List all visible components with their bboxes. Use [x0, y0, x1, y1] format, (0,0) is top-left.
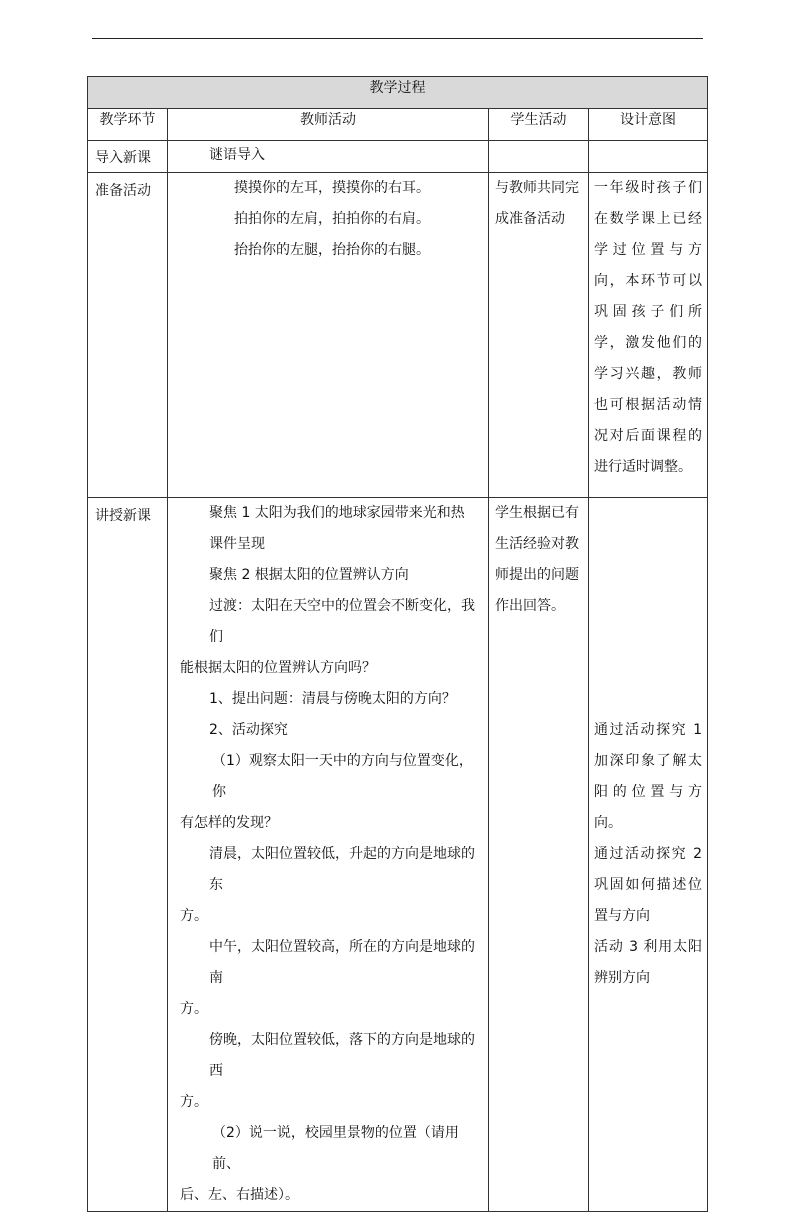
- teacher-line: 抬抬你的左腿，抬抬你的右腿。: [234, 242, 430, 258]
- teacher-line: 聚焦 1 太阳为我们的地球家园带来光和热: [209, 505, 465, 521]
- design-line: 学，激发他们的: [594, 335, 702, 351]
- teacher-activity-cell: [168, 141, 489, 173]
- student-activity-cell: [489, 498, 589, 1212]
- header-student-activity: 学生活动: [489, 109, 589, 141]
- teacher-line: 清晨，太阳位置较低，升起的方向是地球的东: [209, 846, 475, 893]
- design-line: 活动 3 利用太阳: [594, 939, 702, 955]
- teacher-line: 1、提出问题：清晨与傍晚太阳的方向？: [209, 691, 456, 707]
- teacher-line: 摸摸你的左耳，摸摸你的右耳。: [234, 180, 430, 196]
- teacher-line: 有怎样的发现？: [180, 815, 278, 831]
- teacher-line: 聚焦 2 根据太阳的位置辨认方向: [209, 567, 409, 583]
- student-activity-cell: [489, 141, 589, 173]
- table-title-row: [88, 77, 708, 109]
- teacher-line: 拍拍你的左肩，拍拍你的右肩。: [234, 211, 430, 227]
- design-intent-cell: [589, 141, 708, 173]
- header-stage: 教学环节: [88, 109, 168, 141]
- stage-cell: 准备活动: [88, 173, 168, 498]
- teacher-line: 谜语导入: [209, 147, 265, 163]
- table-row: [88, 141, 708, 173]
- header-rule: [92, 38, 703, 39]
- table-row: [88, 173, 708, 498]
- teacher-activity-cell: [168, 173, 489, 498]
- design-line: 通过活动探究 1: [594, 722, 702, 738]
- design-line: 也可根据活动情: [594, 397, 702, 413]
- student-activity-cell: [489, 173, 589, 498]
- design-line: 通过活动探究 2: [594, 846, 702, 862]
- header-teacher-activity: 教师活动: [168, 109, 489, 141]
- student-line: 成准备活动: [495, 211, 565, 227]
- design-line: 巩固孩子们所: [594, 304, 702, 320]
- teacher-activity-cell: [168, 498, 489, 1212]
- design-line: 况对后面课程的: [594, 428, 702, 444]
- student-line: 学生根据已有: [495, 505, 579, 521]
- student-line: 与教师共同完: [495, 180, 579, 196]
- student-line: 生活经验对教: [495, 536, 579, 552]
- teacher-line: 过渡：太阳在天空中的位置会不断变化，我们: [209, 598, 475, 645]
- teacher-line: 能根据太阳的位置辨认方向吗？: [180, 660, 376, 676]
- teacher-line: 傍晚，太阳位置较低，落下的方向是地球的西: [209, 1032, 475, 1079]
- teacher-line: 方。: [180, 1001, 208, 1017]
- design-line: 学过位置与方: [594, 242, 702, 258]
- design-line: 阳的位置与方: [594, 784, 702, 800]
- table-title: 教学过程: [88, 77, 708, 109]
- design-intent-cell: [589, 498, 708, 1212]
- stage-cell: 讲授新课: [88, 498, 168, 1212]
- student-line: 师提出的问题: [495, 567, 579, 583]
- teacher-line: 课件呈现: [209, 536, 265, 552]
- stage-cell: 导入新课: [88, 141, 168, 173]
- blank-space: [174, 266, 482, 497]
- teacher-line: （2）说一说，校园里景物的位置（请用前、: [212, 1125, 459, 1172]
- design-line: 置与方向: [594, 908, 650, 924]
- table-row: [88, 498, 708, 1212]
- design-line: 在数学课上已经: [594, 211, 702, 227]
- design-intent-cell: [589, 173, 708, 498]
- design-line: 加深印象了解太: [594, 753, 702, 769]
- teacher-line: 2、活动探究: [209, 722, 288, 738]
- design-line: 学习兴趣，教师: [594, 366, 702, 382]
- design-line: 辨别方向: [594, 970, 650, 986]
- student-line: 作出回答。: [495, 598, 565, 614]
- teacher-line: （1）观察太阳一天中的方向与位置变化，你: [212, 753, 473, 800]
- table-header-row: [88, 109, 708, 141]
- header-design-intent: 设计意图: [589, 109, 708, 141]
- design-line: 进行适时调整。: [594, 459, 692, 475]
- design-line: 巩固如何描述位: [594, 877, 702, 893]
- teacher-line: 中午，太阳位置较高，所在的方向是地球的南: [209, 939, 475, 986]
- teaching-process-table: [87, 76, 708, 1212]
- design-line: 向。: [594, 815, 622, 831]
- teacher-line: 方。: [180, 908, 208, 924]
- teacher-line: 后、左、右描述）。: [180, 1187, 299, 1203]
- design-line: 向，本环节可以: [594, 273, 702, 289]
- design-line: 一年级时孩子们: [594, 180, 702, 196]
- teacher-line: 方。: [180, 1094, 208, 1110]
